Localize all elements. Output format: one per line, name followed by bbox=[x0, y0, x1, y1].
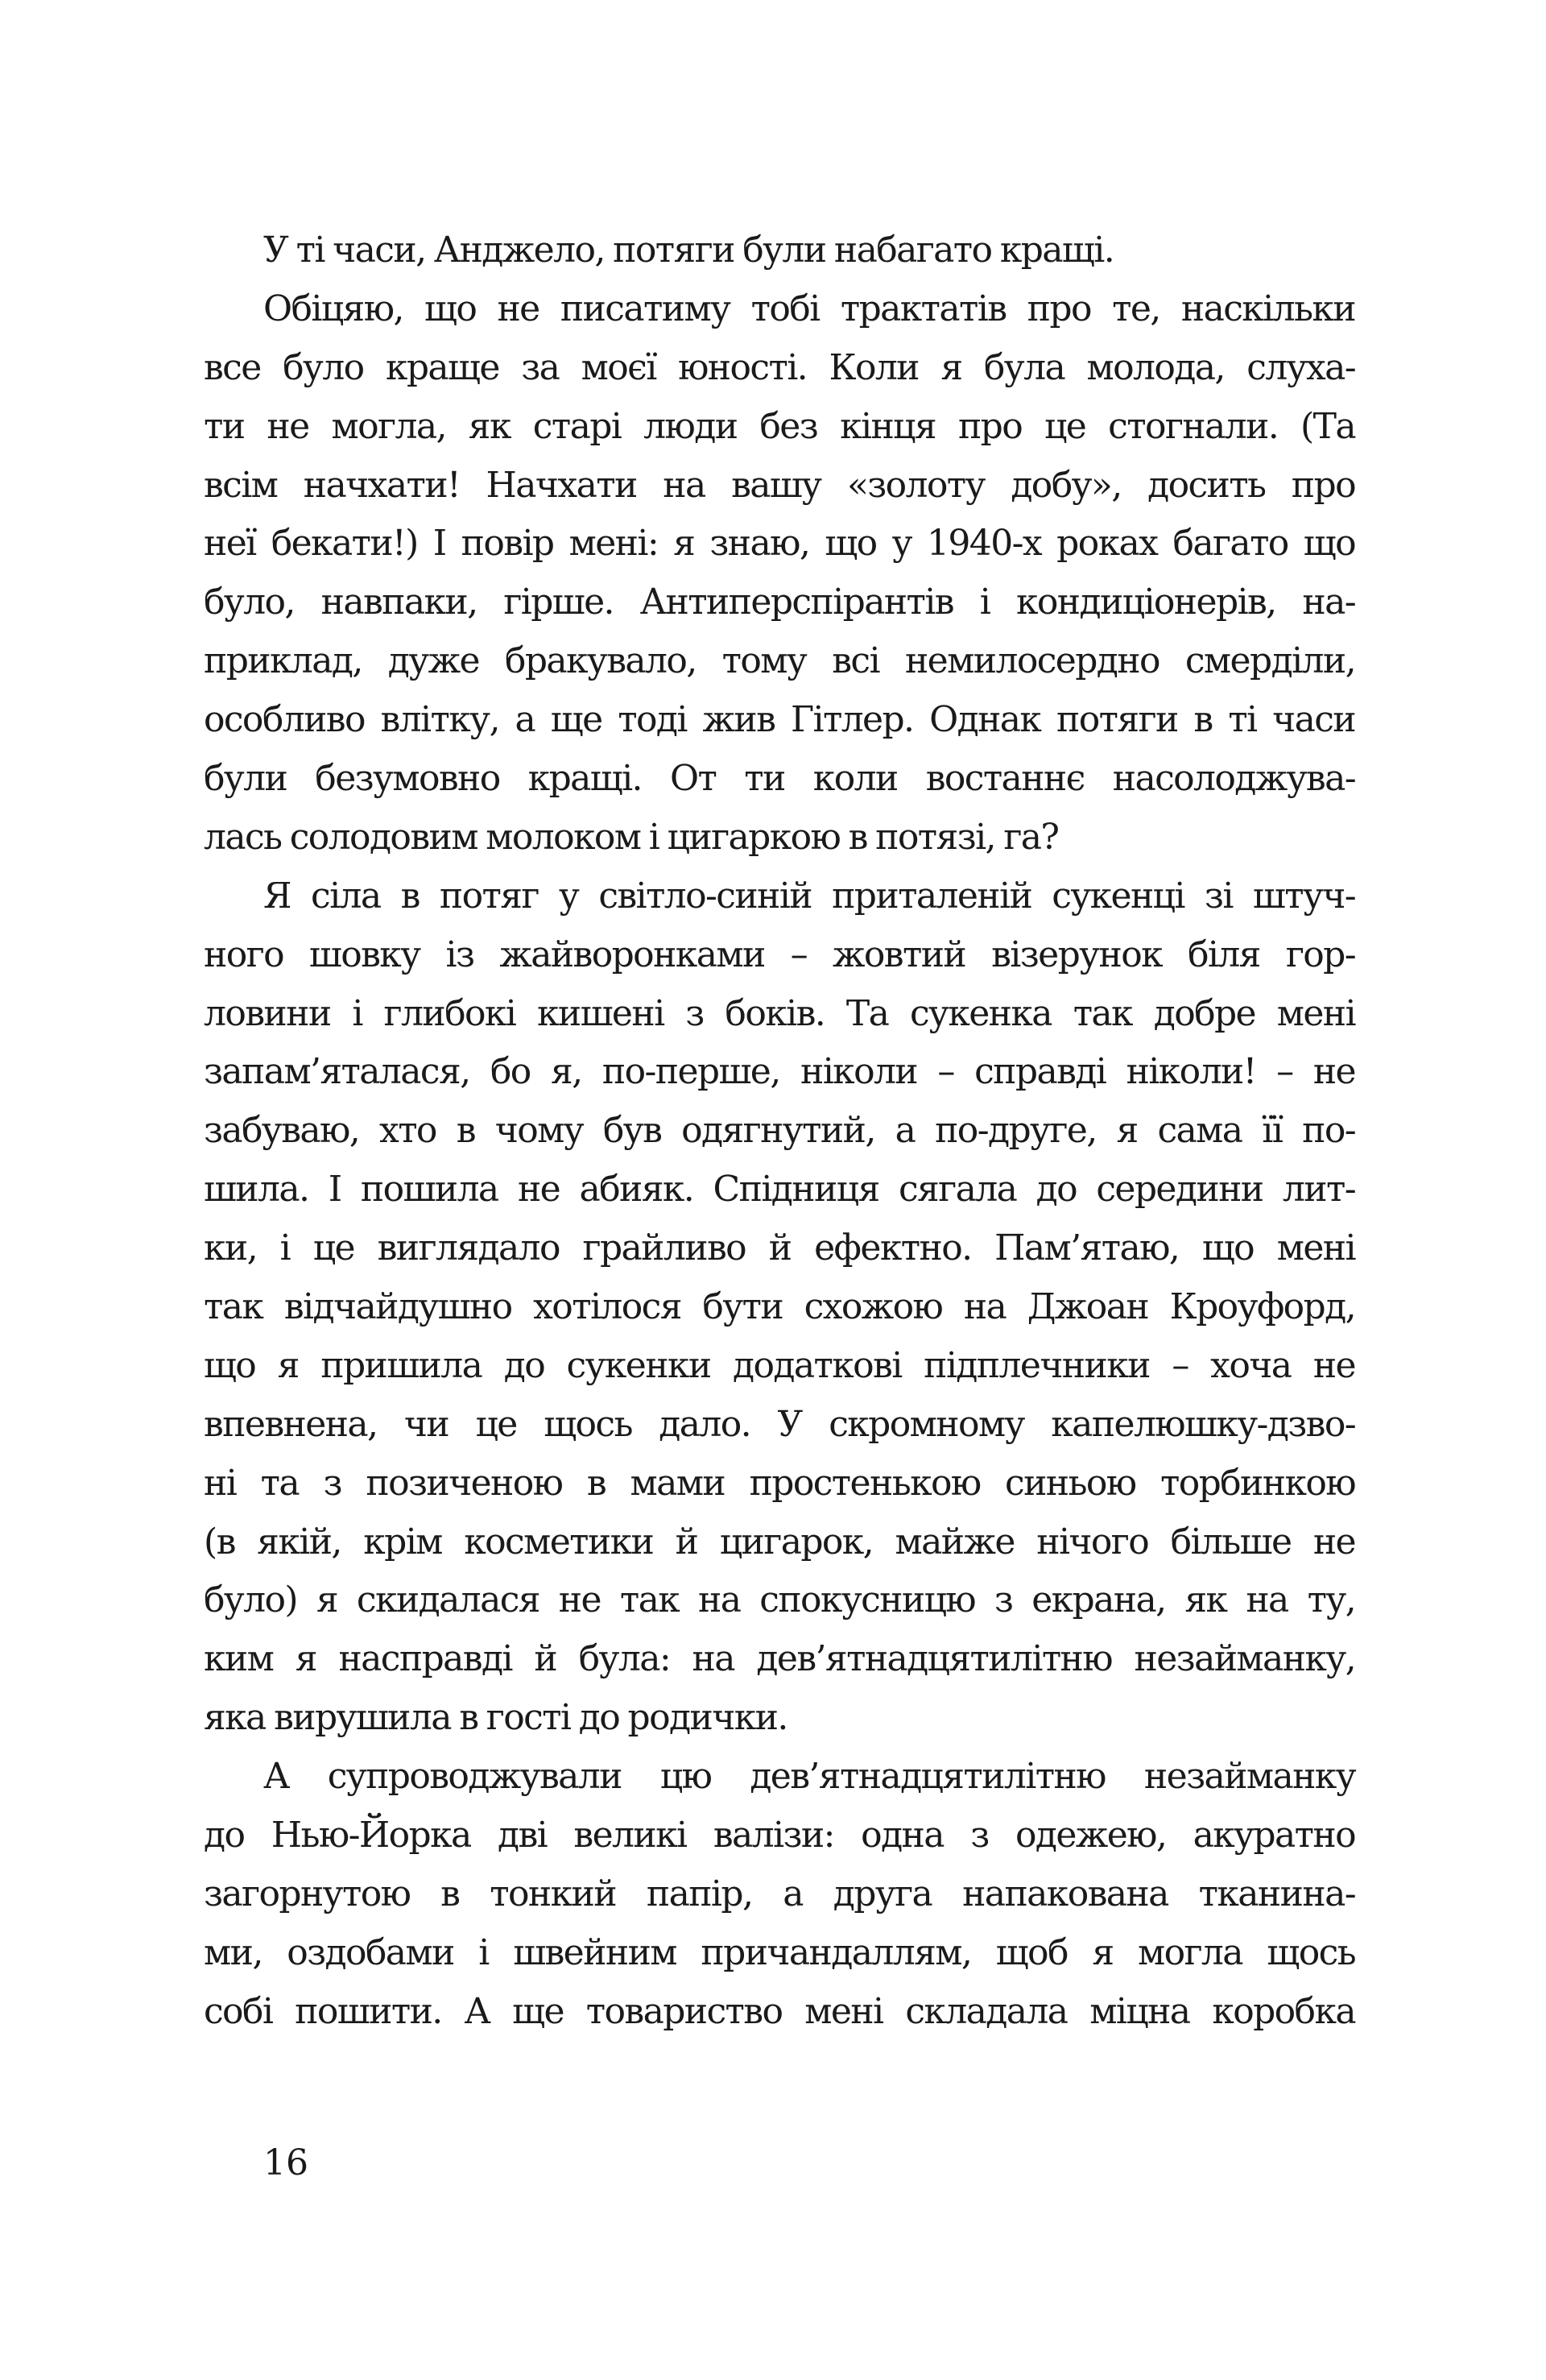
paragraph-3-line-4: запам’яталася, бо я, по-перше, ніколи – справді ніколи! – не bbox=[204, 1051, 1355, 1093]
paragraph-3-line-10: впевнена, чи це щось дало. У скромному капелюшку-дзво- bbox=[204, 1403, 1355, 1445]
paragraph-3-line-5: забуваю, хто в чому був одягнутий, а по-друге, я сама її по- bbox=[204, 1110, 1355, 1152]
paragraph-1-line-1: У ті часи, Анджело, потяги були набагато кращі. bbox=[263, 230, 1114, 271]
paragraph-4-line-1: А супроводжували цю дев’ятнадцятилітню незайманку bbox=[263, 1756, 1355, 1798]
paragraph-4-line-3: загорнутою в тонкий папір, а друга напакована тканина- bbox=[204, 1873, 1355, 1914]
paragraph-4-line-2: до Нью-Йорка дві великі валізи: одна з одежею, акуратно bbox=[204, 1815, 1355, 1856]
paragraph-2-line-5: неї бекати!) І повір мені: я знаю, що у 1940-х роках багато що bbox=[204, 523, 1355, 565]
paragraph-3-line-12: (в якій, крім косметики й цигарок, майже нічого більше не bbox=[204, 1521, 1355, 1563]
paragraph-2-line-8: особливо влітку, а ще тоді жив Гітлер. Однак потяги в ті часи bbox=[204, 699, 1355, 741]
paragraph-3-line-8: так відчайдушно хотілося бути схожою на Джоан Кроуфорд, bbox=[204, 1286, 1355, 1328]
paragraph-3-line-13: було) я скидалася не так на спокусницю з екрана, як на ту, bbox=[204, 1579, 1355, 1621]
body-text bbox=[204, 221, 1355, 2042]
paragraph-2-line-3: ти не могла, як старі люди без кінця про це стогнали. (Та bbox=[204, 405, 1355, 447]
paragraph-2-line-6: було, навпаки, гірше. Антиперспірантів і кондиціонерів, на- bbox=[204, 582, 1355, 623]
paragraph-3-line-1: Я сіла в потяг у світло-синій приталеній сукенці зі штуч- bbox=[263, 875, 1355, 917]
paragraph-3-line-9: що я пришила до сукенки додаткові підплечники – хоча не bbox=[204, 1344, 1355, 1386]
paragraph-2-line-1: Обіцяю, що не писатиму тобі трактатів про те, наскільки bbox=[263, 288, 1355, 329]
paragraph-3-line-15: яка вирушила в гості до родички. bbox=[204, 1697, 787, 1739]
paragraph-4-line-5: собі пошити. А ще товариство мені складала міцна коробка bbox=[204, 1990, 1355, 2032]
paragraph-2-line-7: приклад, дуже бракувало, тому всі немилосердно смерділи, bbox=[204, 640, 1355, 682]
paragraph-3-line-2: ного шовку із жайворонками – жовтий візерунок біля гор- bbox=[204, 933, 1355, 975]
paragraph-2-line-10: лась солодовим молоком і цигаркою в потязі, га? bbox=[204, 816, 1059, 858]
paragraph-3-line-6: шила. І пошила не абияк. Спідниця сягала до середини лит- bbox=[204, 1169, 1355, 1211]
paragraph-3-line-3: ловини і глибокі кишені з боків. Та сукенка так добре мені bbox=[204, 992, 1355, 1034]
paragraph-3-line-7: ки, і це виглядало грайливо й ефектно. Пам’ятаю, що мені bbox=[204, 1227, 1355, 1269]
paragraph-4-line-4: ми, оздобами і швейним причандаллям, щоб я могла щось bbox=[204, 1931, 1355, 1973]
page-number: 16 bbox=[263, 2142, 308, 2183]
paragraph-2-line-2: все було краще за моєї юності. Коли я була молода, слуха- bbox=[204, 346, 1355, 388]
paragraph-2-line-9: були безумовно кращі. От ти коли востаннє насолоджува- bbox=[204, 758, 1355, 800]
paragraph-3-line-11: ні та з позиченою в мами простенькою синьою торбинкою bbox=[204, 1462, 1355, 1504]
paragraph-3-line-14: ким я насправді й була: на дев’ятнадцятилітню незайманку, bbox=[204, 1638, 1355, 1680]
paragraph-2-line-4: всім начхати! Начхати на вашу «золоту добу», досить про bbox=[204, 464, 1355, 506]
